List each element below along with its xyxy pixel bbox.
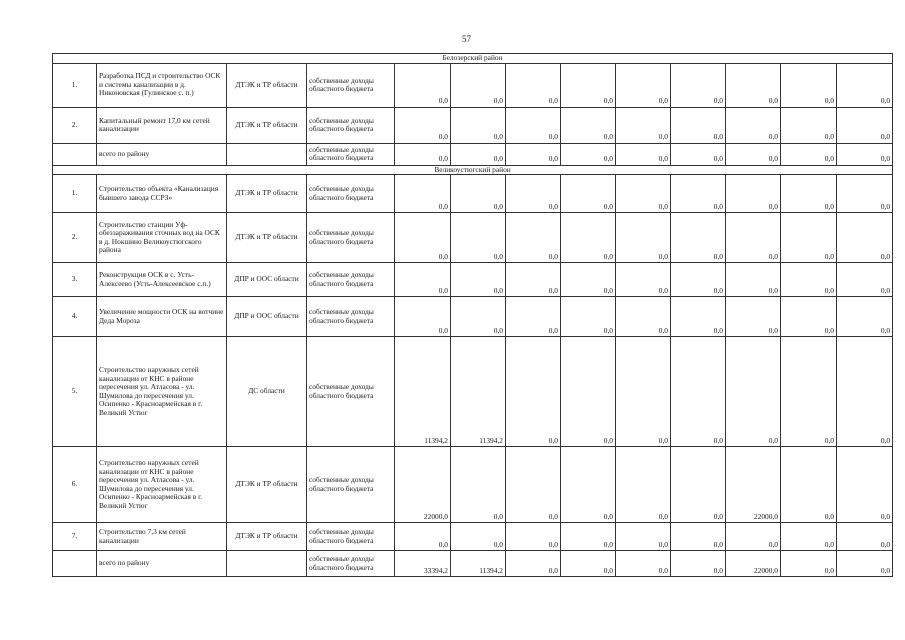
amount-cell: 0,0 xyxy=(506,63,561,107)
project-name: Строительство наружных сетей канализации от КНС в районе пересечения ул. Атласова - ул. Шумилова до пересечения ул. Осипенко - Красноармейская в г. Великий Устюг xyxy=(97,337,227,447)
amount-cell: 0,0 xyxy=(561,447,616,523)
amount-cell: 0,0 xyxy=(506,263,561,297)
table-row xyxy=(53,175,893,213)
amount-cell: 0,0 xyxy=(781,63,837,107)
amount-cell: 0,0 xyxy=(726,175,781,213)
amount-cell: 0,0 xyxy=(837,447,893,523)
amount-cell: 0,0 xyxy=(616,447,671,523)
row-number: 6. xyxy=(53,447,97,523)
amount-cell: 0,0 xyxy=(726,143,781,165)
table-row xyxy=(53,63,893,107)
page-number: 57 xyxy=(462,34,471,44)
amount-cell: 0,0 xyxy=(506,551,561,577)
project-name: всего по району xyxy=(97,551,227,577)
amount-cell: 0,0 xyxy=(671,523,726,551)
table-row xyxy=(53,337,893,447)
amount-cell: 0,0 xyxy=(781,523,837,551)
row-number: 2. xyxy=(53,213,97,263)
amount-cell: 33394,2 xyxy=(395,551,451,577)
project-name: Строительство объекта «Канализация бывшего завода ССРЗ» xyxy=(97,175,227,213)
amount-cell: 22000,0 xyxy=(726,551,781,577)
amount-cell: 0,0 xyxy=(726,523,781,551)
amount-cell: 0,0 xyxy=(837,297,893,337)
row-number: 7. xyxy=(53,523,97,551)
amount-cell: 0,0 xyxy=(451,107,506,143)
amount-cell: 0,0 xyxy=(451,63,506,107)
row-number xyxy=(53,551,97,577)
amount-cell: 0,0 xyxy=(561,523,616,551)
amount-cell: 0,0 xyxy=(506,107,561,143)
amount-cell: 0,0 xyxy=(561,263,616,297)
amount-cell: 0,0 xyxy=(726,263,781,297)
funding-source: собственные доходы областного бюджета xyxy=(307,175,395,213)
funding-source: собственные доходы областного бюджета xyxy=(307,447,395,523)
budget-table xyxy=(52,53,893,577)
amount-cell: 0,0 xyxy=(395,523,451,551)
amount-cell: 0,0 xyxy=(395,143,451,165)
funding-source: собственные доходы областного бюджета xyxy=(307,213,395,263)
amount-cell: 0,0 xyxy=(726,213,781,263)
funding-source: собственные доходы областного бюджета xyxy=(307,143,395,165)
amount-cell: 0,0 xyxy=(781,143,837,165)
executor: ДТЭК и ТР области xyxy=(227,107,307,143)
amount-cell: 0,0 xyxy=(395,213,451,263)
amount-cell: 0,0 xyxy=(726,63,781,107)
table-row xyxy=(53,447,893,523)
funding-source: собственные доходы областного бюджета xyxy=(307,107,395,143)
amount-cell: 0,0 xyxy=(781,551,837,577)
amount-cell: 0,0 xyxy=(561,143,616,165)
project-name: Строительство наружных сетей канализации от КНС в районе пересечения ул. Атласова - ул. Шумилова до пересечения ул. Осипенко - Красноармейская в г. Великий Устюг xyxy=(97,447,227,523)
amount-cell: 0,0 xyxy=(561,107,616,143)
row-number xyxy=(53,143,97,165)
amount-cell: 0,0 xyxy=(837,175,893,213)
executor: ДТЭК и ТР области xyxy=(227,63,307,107)
amount-cell: 0,0 xyxy=(561,175,616,213)
amount-cell: 0,0 xyxy=(395,297,451,337)
amount-cell: 0,0 xyxy=(837,263,893,297)
section-title: Великоустюгский район xyxy=(53,165,893,175)
amount-cell: 22000,0 xyxy=(726,447,781,523)
amount-cell: 0,0 xyxy=(616,143,671,165)
table-row xyxy=(53,297,893,337)
amount-cell: 0,0 xyxy=(616,107,671,143)
table-body xyxy=(53,54,893,577)
amount-cell: 0,0 xyxy=(671,107,726,143)
funding-source: собственные доходы областного бюджета xyxy=(307,263,395,297)
amount-cell: 0,0 xyxy=(781,175,837,213)
amount-cell: 0,0 xyxy=(561,213,616,263)
amount-cell: 0,0 xyxy=(671,337,726,447)
amount-cell: 0,0 xyxy=(616,551,671,577)
amount-cell: 0,0 xyxy=(506,297,561,337)
amount-cell: 0,0 xyxy=(726,107,781,143)
amount-cell: 0,0 xyxy=(671,213,726,263)
amount-cell: 0,0 xyxy=(781,263,837,297)
amount-cell: 0,0 xyxy=(616,63,671,107)
amount-cell: 11394,2 xyxy=(395,337,451,447)
executor xyxy=(227,551,307,577)
amount-cell: 0,0 xyxy=(671,447,726,523)
amount-cell: 0,0 xyxy=(837,107,893,143)
table-row xyxy=(53,213,893,263)
amount-cell: 0,0 xyxy=(561,63,616,107)
table-row xyxy=(53,263,893,297)
amount-cell: 0,0 xyxy=(395,107,451,143)
amount-cell: 0,0 xyxy=(395,175,451,213)
amount-cell: 0,0 xyxy=(781,213,837,263)
project-name: Строительство 7,3 км сетей канализации xyxy=(97,523,227,551)
project-name: всего по району xyxy=(97,143,227,165)
amount-cell: 0,0 xyxy=(837,337,893,447)
amount-cell: 0,0 xyxy=(726,337,781,447)
amount-cell: 0,0 xyxy=(451,297,506,337)
amount-cell: 0,0 xyxy=(671,143,726,165)
amount-cell: 0,0 xyxy=(506,447,561,523)
amount-cell: 0,0 xyxy=(616,263,671,297)
amount-cell: 0,0 xyxy=(781,337,837,447)
project-name: Реконструкция ОСК в с. Усть-Алексеево (Усть-Алексеевское с.п.) xyxy=(97,263,227,297)
executor: ДПР и ООС области xyxy=(227,297,307,337)
amount-cell: 22000,0 xyxy=(395,447,451,523)
amount-cell: 0,0 xyxy=(671,297,726,337)
executor: ДС области xyxy=(227,337,307,447)
executor: ДТЭК и ТР области xyxy=(227,213,307,263)
funding-source: собственные доходы областного бюджета xyxy=(307,523,395,551)
row-number: 4. xyxy=(53,297,97,337)
amount-cell: 0,0 xyxy=(451,213,506,263)
amount-cell: 0,0 xyxy=(616,297,671,337)
amount-cell: 0,0 xyxy=(671,551,726,577)
amount-cell: 0,0 xyxy=(837,523,893,551)
amount-cell: 0,0 xyxy=(781,107,837,143)
section-header-row xyxy=(53,165,893,175)
table-row xyxy=(53,143,893,165)
project-name: Строительство станции Уф-обеззараживания сточных вод на ОСК в д. Нокшино Великоустюгского района xyxy=(97,213,227,263)
amount-cell: 11394,2 xyxy=(451,551,506,577)
row-number: 3. xyxy=(53,263,97,297)
executor: ДТЭК и ТР области xyxy=(227,175,307,213)
amount-cell: 0,0 xyxy=(451,263,506,297)
amount-cell: 0,0 xyxy=(837,143,893,165)
amount-cell: 0,0 xyxy=(837,213,893,263)
amount-cell: 0,0 xyxy=(506,143,561,165)
funding-source: собственные доходы областного бюджета xyxy=(307,551,395,577)
funding-source: собственные доходы областного бюджета xyxy=(307,63,395,107)
amount-cell: 0,0 xyxy=(616,337,671,447)
amount-cell: 0,0 xyxy=(781,297,837,337)
executor: ДПР и ООС области xyxy=(227,263,307,297)
amount-cell: 0,0 xyxy=(451,143,506,165)
project-name: Увеличение мощности ОСК на вотчине Деда Мороза xyxy=(97,297,227,337)
project-name: Разработка ПСД и строительство ОСК и системы канализации в д. Никоновская (Гулинское с. п.) xyxy=(97,63,227,107)
amount-cell: 0,0 xyxy=(451,175,506,213)
row-number: 1. xyxy=(53,175,97,213)
table-row xyxy=(53,523,893,551)
executor: ДТЭК и ТР области xyxy=(227,523,307,551)
amount-cell: 0,0 xyxy=(616,175,671,213)
amount-cell: 0,0 xyxy=(616,523,671,551)
amount-cell: 0,0 xyxy=(506,213,561,263)
amount-cell: 0,0 xyxy=(781,447,837,523)
project-name: Капитальный ремонт 17,0 км сетей канализации xyxy=(97,107,227,143)
row-number: 1. xyxy=(53,63,97,107)
funding-source: собственные доходы областного бюджета xyxy=(307,297,395,337)
amount-cell: 0,0 xyxy=(726,297,781,337)
amount-cell: 0,0 xyxy=(451,447,506,523)
amount-cell: 0,0 xyxy=(451,523,506,551)
amount-cell: 11394,2 xyxy=(451,337,506,447)
amount-cell: 0,0 xyxy=(506,337,561,447)
row-number: 2. xyxy=(53,107,97,143)
table-row xyxy=(53,107,893,143)
amount-cell: 0,0 xyxy=(671,63,726,107)
section-header-row xyxy=(53,54,893,64)
row-number: 5. xyxy=(53,337,97,447)
table-row xyxy=(53,551,893,577)
amount-cell: 0,0 xyxy=(616,213,671,263)
amount-cell: 0,0 xyxy=(671,263,726,297)
amount-cell: 0,0 xyxy=(561,297,616,337)
executor: ДТЭК и ТР области xyxy=(227,447,307,523)
amount-cell: 0,0 xyxy=(395,263,451,297)
funding-source: собственные доходы областного бюджета xyxy=(307,337,395,447)
section-title: Белозерский район xyxy=(53,54,893,64)
executor xyxy=(227,143,307,165)
amount-cell: 0,0 xyxy=(561,337,616,447)
amount-cell: 0,0 xyxy=(506,523,561,551)
amount-cell: 0,0 xyxy=(837,63,893,107)
amount-cell: 0,0 xyxy=(837,551,893,577)
amount-cell: 0,0 xyxy=(561,551,616,577)
amount-cell: 0,0 xyxy=(506,175,561,213)
amount-cell: 0,0 xyxy=(671,175,726,213)
amount-cell: 0,0 xyxy=(395,63,451,107)
